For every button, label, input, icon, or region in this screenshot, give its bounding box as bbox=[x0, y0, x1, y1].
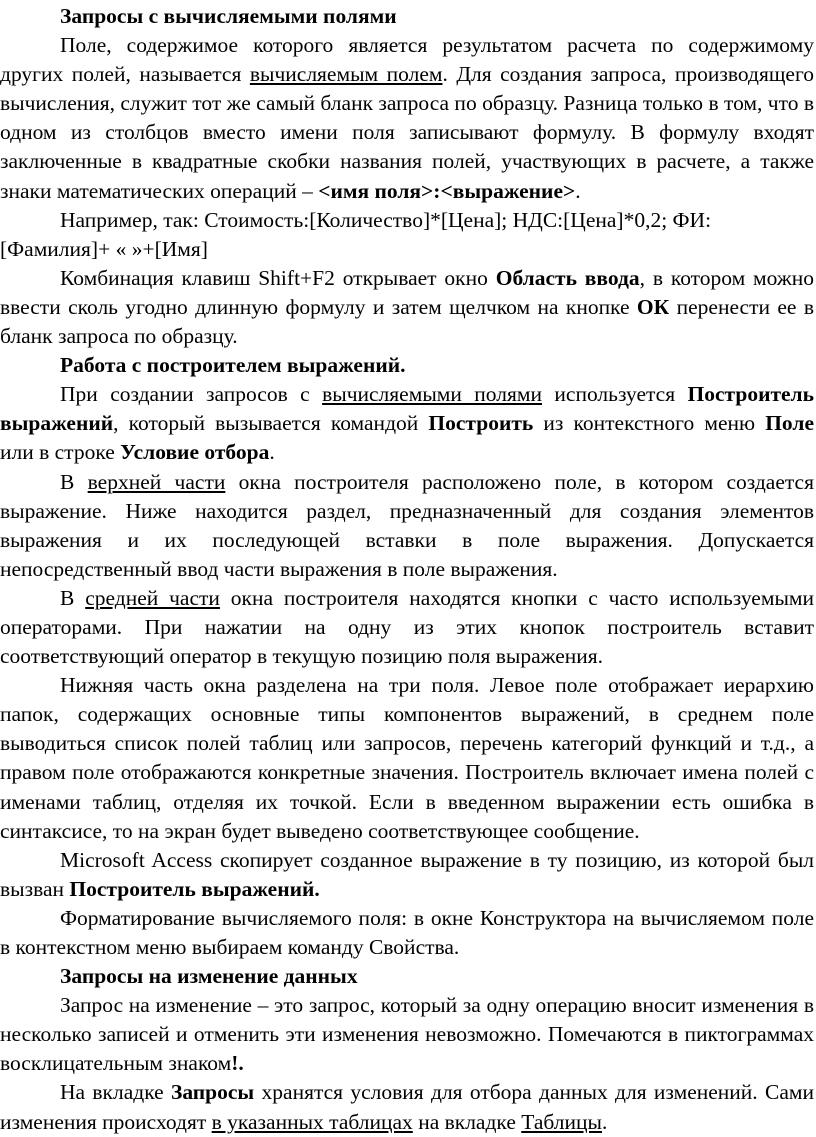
paragraph-queries-tab bbox=[0, 1078, 814, 1136]
paragraph-lower-part: Нижняя часть окна разделена на три поля. Левое поле отображает иерархию папок, содержащих основные типы компонентов выражений, в среднем поле выводиться список полей таблиц или запросов, перечень категорий функций и т.д., а правом поле отображаются конкретные значения. Построитель включает имена полей с именами таблиц, отделяя их точкой. Если в введенном выражении есть ошибка в синтаксисе, то на экран будет выведено соответствующее сообщение. bbox=[0, 673, 814, 843]
bold-syntax: <имя поля>:<выражение> bbox=[318, 178, 576, 203]
bold-term: Построить bbox=[428, 411, 534, 436]
underlined-term: вычисляемыми полями bbox=[322, 382, 542, 407]
text: Запрос на изменение – это запрос, который за одну операцию вносит изменения в несколько записей и отменить эти изменения невозможно. Помечаются в пиктограммах восклицательным знаком bbox=[0, 993, 814, 1076]
text: окна построителя находятся кнопки с часто используемыми операторами. При нажатии на одну из этих кнопок построитель вставит соответствующий оператор в текущую позицию поля выражения. bbox=[0, 585, 814, 669]
text: . bbox=[575, 178, 581, 203]
paragraph-calculated-field-definition bbox=[0, 31, 814, 206]
bold-term: Построитель выражений bbox=[0, 382, 814, 436]
bold-mark: !. bbox=[231, 1051, 244, 1076]
bold-term: Область ввода bbox=[495, 265, 640, 290]
text: используется bbox=[542, 382, 688, 407]
underlined-term: Таблицы bbox=[521, 1109, 602, 1134]
text: В bbox=[60, 469, 88, 494]
underlined-term: средней части bbox=[85, 585, 220, 610]
heading-calculated-fields: Запросы с вычисляемыми полями bbox=[60, 4, 397, 28]
text: . bbox=[269, 440, 275, 465]
text: окна построителя расположено поле, в котором создается выражение. Ниже находится раздел, предназначенный для создания элементов выражения и их последующей вставки в поле выражения. Допускается непосредственный ввод части выражения в поле выражения. bbox=[0, 469, 814, 581]
bold-term: Поле bbox=[765, 411, 814, 436]
text: , в котором можно ввести сколь угодно длинную формулу и затем щелчком на кнопке bbox=[0, 265, 814, 319]
underlined-term: верхней части bbox=[87, 469, 226, 494]
text: Поле, содержимое которого является результатом расчета по содержимому других полей, называется bbox=[0, 33, 814, 87]
text: На вкладке bbox=[60, 1080, 171, 1105]
text: . Для создания запроса, производящего вычисления, служит тот же самый бланк запроса по образцу. Разница только в том, что в одном из столбцов вместо имени поля записывают формулу. В формулу входят заключенные в квадратные скобки названия полей, участвующих в расчете, а также знаки математических операций – bbox=[0, 62, 814, 203]
text: на вкладке bbox=[412, 1109, 522, 1134]
paragraph-builder-intro bbox=[0, 380, 814, 467]
underlined-term: в указанных таблицах bbox=[211, 1109, 413, 1134]
bold-term: Запросы bbox=[170, 1080, 255, 1105]
heading-expression-builder: Работа с построителем выражений. bbox=[60, 353, 406, 378]
text: из контекстного меню bbox=[533, 411, 766, 436]
paragraph-update-query-definition bbox=[0, 991, 814, 1078]
text: В bbox=[60, 585, 86, 610]
heading-update-queries: Запросы на изменение данных bbox=[60, 964, 358, 989]
paragraph-shift-f2 bbox=[0, 264, 814, 351]
bold-term: Условие отбора bbox=[120, 440, 270, 465]
paragraph-formatting: Форматирование вычисляемого поля: в окне Конструктора на вычисляемом поле в контекстном меню выбираем команду Свойства. bbox=[0, 905, 814, 959]
paragraph-example: Например, так: Стоимость:[Количество]*[Цена]; НДС:[Цена]*0,2; ФИ:[Фамилия]+ « »+[Имя] bbox=[0, 207, 712, 261]
text: хранятся условия для отбора данных для изменений. Сами изменения происходят bbox=[0, 1080, 814, 1134]
text: Комбинация клавиш Shift+F2 открывает окно bbox=[60, 265, 496, 290]
bold-term: Построитель выражений. bbox=[69, 876, 320, 901]
underlined-term: вычисляемым полем bbox=[249, 62, 443, 87]
text: перенести ее в бланк запроса по образцу. bbox=[0, 294, 814, 349]
paragraph-upper-part bbox=[0, 468, 814, 584]
text: или в строке bbox=[0, 440, 121, 465]
bold-term: ОК bbox=[636, 294, 670, 319]
paragraph-access-copy bbox=[0, 846, 814, 904]
paragraph-middle-part bbox=[0, 584, 814, 671]
text: Microsoft Access скопирует созданное выражение в ту позицию, из которой был вызван bbox=[0, 847, 814, 901]
text: , который вызывается командой bbox=[113, 411, 429, 436]
text: При создании запросов с bbox=[60, 382, 323, 407]
text: . bbox=[601, 1109, 608, 1134]
